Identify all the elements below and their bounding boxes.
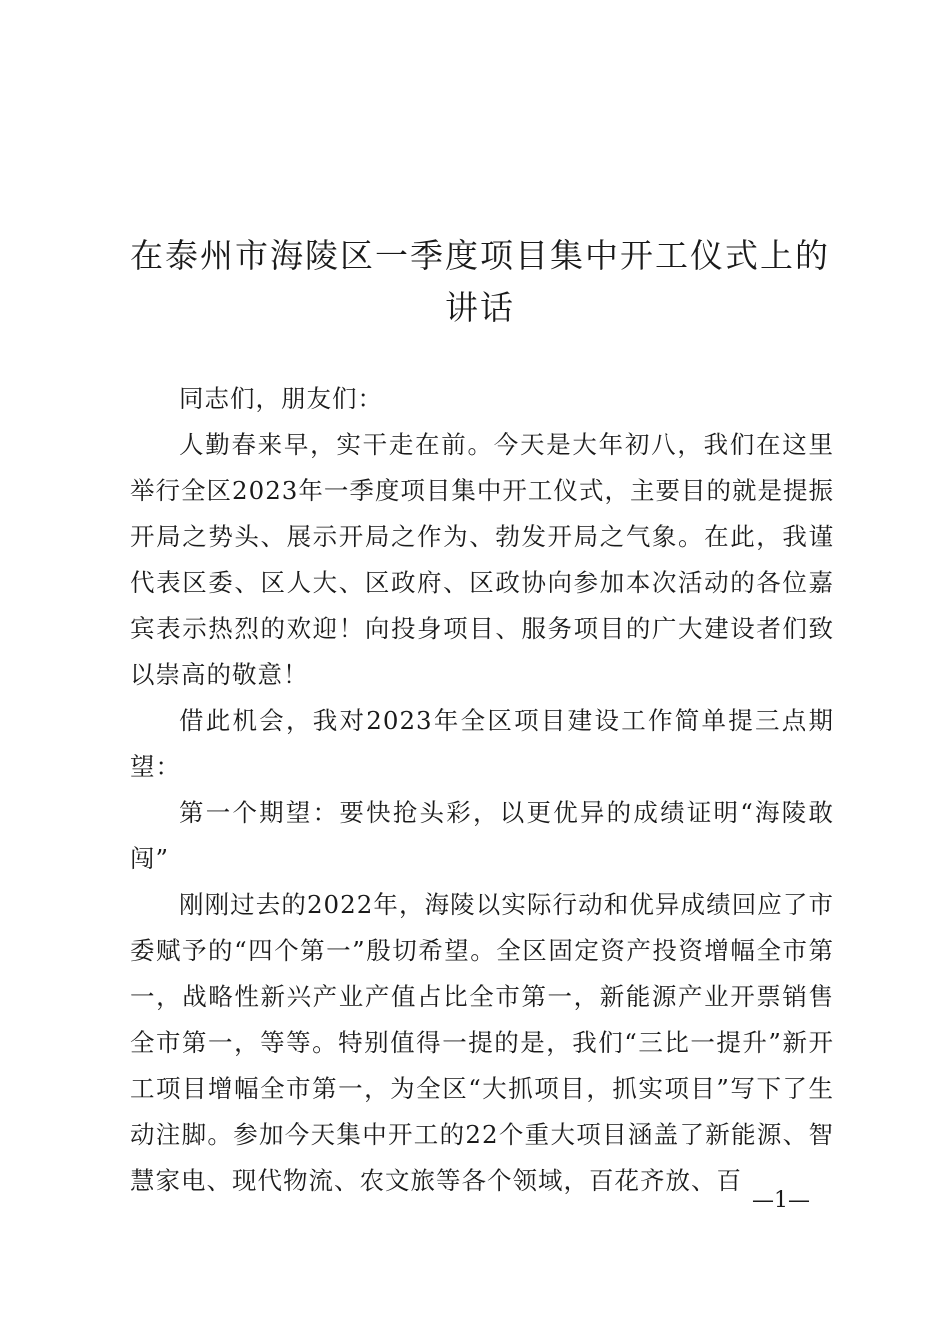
page-number: —1— [752, 1188, 810, 1213]
document-title: 在泰州市海陵区一季度项目集中开工仪式上的讲话 [130, 236, 830, 327]
document-body [130, 376, 834, 1204]
paragraph-expectations-intro: 借此机会，我对2023年全区项目建设工作简单提三点期望： [130, 706, 834, 781]
paragraph-review-2022: 刚刚过去的2022年，海陵以实际行动和优异成绩回应了市委赋予的“四个第一”殷切希望。全区固定资产投资增幅全市第一，战略性新兴产业产值占比全市第一，新能源产业开票销售全市第一，等等。特别值得一提的是，我们“三比一提升”新开工项目增幅全市第一，为全区“大抓项目，抓实项目”写下了生动注脚。参加今天集中开工的22个重大项目涵盖了新能源、智慧家电、现代物流、农文旅等各个领域，百花齐放、百 [130, 890, 834, 1195]
paragraph-greeting: 同志们，朋友们： [179, 384, 383, 413]
paragraph-opening: 人勤春来早，实干走在前。今天是大年初八，我们在这里举行全区2023年一季度项目集中开工仪式，主要目的就是提振开局之势头、展示开局之作为、勃发开局之气象。在此，我谨代表区委、区人大、区政府、区政协向参加本次活动的各位嘉宾表示热烈的欢迎！向投身项目、服务项目的广大建设者们致以崇高的敬意！ [130, 430, 834, 689]
paragraph-first-expectation: 第一个期望：要快抢头彩，以更优异的成绩证明“海陵敢闯” [130, 798, 834, 873]
